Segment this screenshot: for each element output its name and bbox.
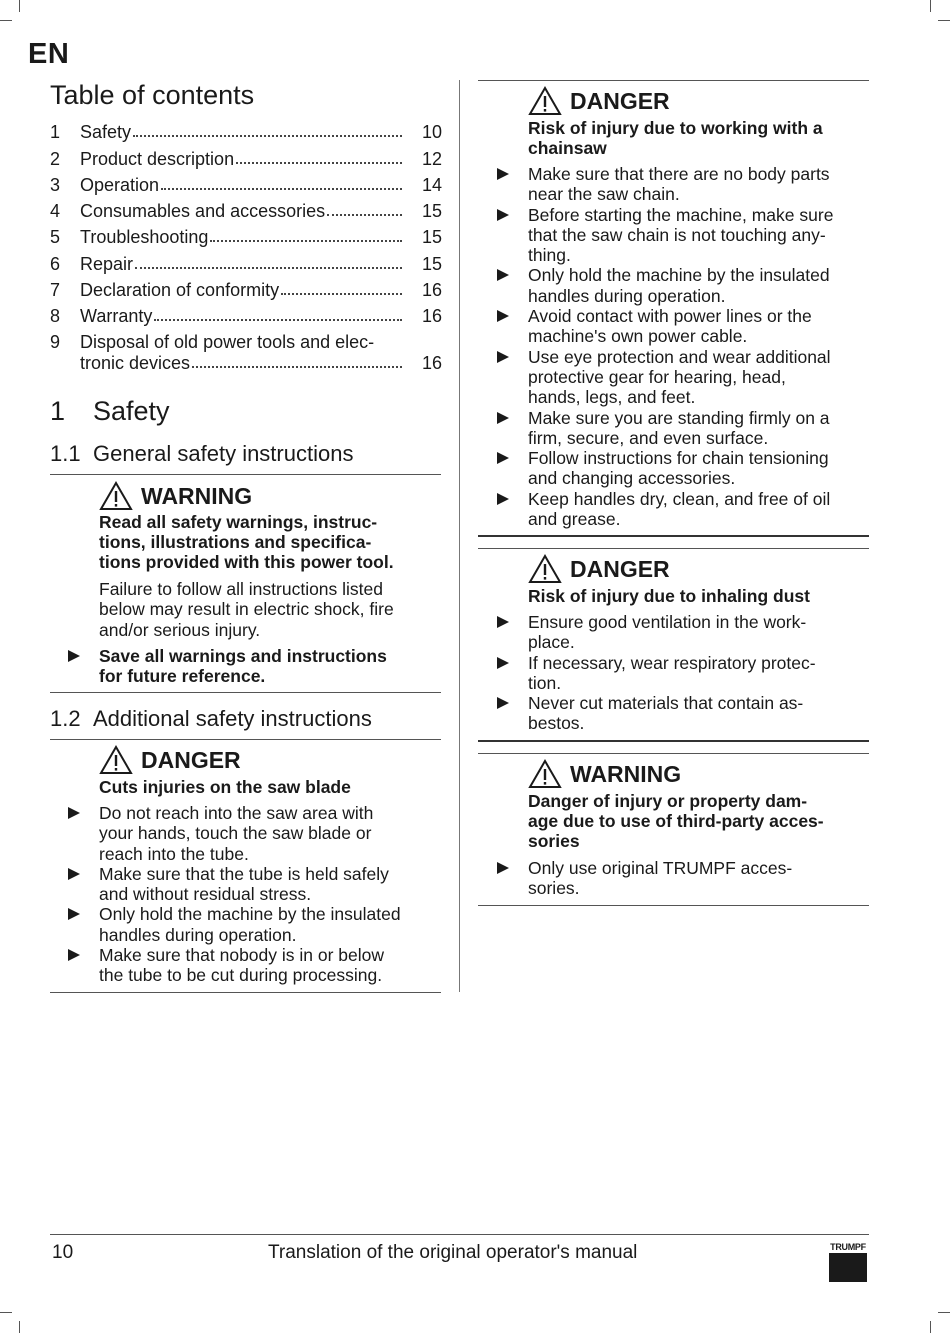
brand-logo [829, 1242, 867, 1282]
danger-bullets [528, 164, 833, 529]
signal-word: WARNING [570, 760, 682, 787]
toc-entry-label: Disposal of old power tools and elec- [80, 332, 375, 353]
arrow-right-icon [68, 949, 80, 961]
text-line: Failure to follow all instructions listed [99, 579, 384, 599]
list-item [528, 347, 833, 408]
arrow-right-icon [497, 269, 509, 281]
text-line: hands, legs, and feet. [528, 387, 696, 408]
warning-text [99, 579, 394, 640]
subtitle-line: sories [528, 831, 580, 851]
text-line: thing. [528, 245, 571, 266]
text-line: your hands, touch the saw blade or [99, 823, 372, 844]
divider [478, 740, 869, 742]
danger-signal [528, 554, 670, 584]
danger-signal [99, 745, 241, 775]
arrow-right-icon [68, 650, 80, 662]
text-line: and/or serious injury. [99, 619, 261, 640]
list-item [528, 858, 792, 899]
subsection-number: 1.2 [50, 706, 81, 731]
text-line: Do not reach into the saw area with [99, 803, 374, 823]
toc-entry-number: 3 [50, 174, 61, 195]
subtitle-line: Danger of injury or property dam- [528, 791, 808, 811]
danger-bullets [99, 803, 401, 986]
text-line: Never cut materials that contain as- [528, 693, 804, 714]
text-line: Make sure that the tube is held safely [99, 863, 389, 884]
text-line: sories. [528, 878, 580, 899]
subsection-number: 1.1 [50, 441, 81, 466]
warning-triangle-icon [99, 745, 133, 775]
warning-bullets [528, 858, 792, 899]
text-line: the tube to be cut during processing. [99, 965, 383, 986]
list-item [99, 945, 401, 986]
toc-leader [154, 319, 402, 321]
toc-entry[interactable] [50, 332, 442, 374]
warning-triangle-icon [99, 481, 133, 511]
toc-leader [281, 293, 402, 295]
warning-subtitle [99, 512, 394, 572]
subtitle-line: Risk of injury due to working with a [528, 118, 823, 138]
warning-bullets [99, 646, 387, 687]
list-item [528, 693, 816, 734]
toc-entry-page: 16 [421, 353, 442, 374]
danger-subtitle [528, 586, 810, 606]
toc-entry-page: 16 [421, 280, 442, 301]
section-number: 1 [50, 396, 66, 426]
list-item [528, 265, 833, 306]
divider [50, 739, 441, 740]
logo-word: TRUMPF [830, 1242, 866, 1252]
toc-entry-label: Declaration of conformity [80, 280, 280, 301]
list-item [99, 803, 401, 864]
toc-entry[interactable] [50, 275, 442, 301]
text-line: and without residual stress. [99, 884, 312, 905]
page-number: 10 [52, 1242, 74, 1263]
footer-text: Translation of the original operator's manual [268, 1242, 638, 1263]
text-line: Before starting the machine, make sure [528, 204, 834, 225]
list-item [528, 306, 833, 347]
list-item [99, 646, 387, 687]
toc-leader [192, 366, 402, 368]
toc-entry-label: Troubleshooting [80, 227, 209, 248]
toc-title: Table of contents [50, 80, 255, 110]
toc-entry[interactable] [50, 170, 442, 196]
toc-entry-number: 4 [50, 201, 61, 222]
footer-divider [50, 1234, 869, 1235]
text-line: Only hold the machine by the insulated [99, 904, 401, 925]
text-line: for future reference. [99, 666, 266, 687]
text-line: near the saw chain. [528, 184, 680, 205]
warning-triangle-icon [528, 554, 562, 584]
arrow-right-icon [497, 697, 509, 709]
text-line: handles during operation. [528, 285, 726, 306]
signal-word: DANGER [570, 87, 670, 114]
subtitle-line: Read all safety warnings, instruc- [99, 512, 378, 532]
arrow-right-icon [497, 452, 509, 464]
toc-leader [135, 267, 402, 269]
divider [478, 535, 869, 537]
warning-signal [99, 481, 252, 511]
column-separator [459, 80, 460, 992]
text-line: firm, secure, and even surface. [528, 427, 769, 448]
toc-leader [210, 240, 402, 242]
divider [478, 80, 869, 81]
text-line: Only hold the machine by the insulated [528, 265, 830, 286]
divider [478, 905, 869, 906]
text-line: Make sure you are standing firmly on a [528, 407, 830, 428]
text-line: Ensure good ventilation in the work- [528, 612, 807, 632]
toc-leader [133, 135, 402, 137]
section-title: Safety [93, 396, 170, 426]
text-line: Make sure that there are no body parts [528, 164, 830, 184]
divider [50, 692, 441, 693]
arrow-right-icon [497, 657, 509, 669]
toc-entry-number: 8 [50, 306, 61, 327]
text-line: Follow instructions for chain tensioning [528, 448, 829, 469]
arrow-right-icon [68, 908, 80, 920]
text-line: tion. [528, 672, 562, 693]
list-item [528, 205, 833, 266]
divider [50, 474, 441, 475]
toc-entry-label: Consumables and accessories [80, 201, 326, 222]
toc-entry-label: tronic devices [80, 353, 191, 374]
arrow-right-icon [497, 616, 509, 628]
text-line: bestos. [528, 713, 585, 734]
subsection-heading [50, 441, 353, 467]
list-item [99, 904, 401, 945]
divider [50, 992, 441, 993]
subtitle-line: Cuts injuries on the saw blade [99, 777, 351, 797]
toc-leader [161, 188, 402, 190]
text-line: reach into the tube. [99, 843, 249, 864]
subsection-heading [50, 706, 372, 732]
toc-entry-label: Repair [80, 253, 134, 274]
text-line: below may result in electric shock, fire [99, 599, 394, 620]
toc-entry-page: 14 [421, 174, 442, 195]
subsection-title: General safety instructions [93, 441, 354, 466]
warning-signal [528, 759, 681, 789]
text-line: handles during operation. [99, 924, 297, 945]
subtitle-line: tions, illustrations and specifica- [99, 532, 372, 552]
danger-subtitle [99, 777, 351, 797]
text-line: and changing accessories. [528, 468, 736, 489]
list-item [528, 653, 816, 694]
arrow-right-icon [68, 868, 80, 880]
text-line: Only use original TRUMPF acces- [528, 858, 793, 878]
toc-entry-label: Warranty [80, 306, 153, 327]
text-line: Use eye protection and wear additional [528, 346, 831, 367]
logo-block [829, 1253, 867, 1282]
arrow-right-icon [497, 493, 509, 505]
toc-entry-number: 5 [50, 227, 61, 248]
toc-entry-number: 6 [50, 253, 61, 274]
section-heading [50, 396, 170, 427]
table-of-contents [50, 117, 442, 374]
danger-subtitle [528, 118, 823, 158]
toc-entry[interactable] [50, 196, 442, 222]
toc-entry-page: 15 [421, 201, 442, 222]
text-line: Make sure that nobody is in or below [99, 945, 385, 966]
arrow-right-icon [497, 412, 509, 424]
arrow-right-icon [497, 168, 509, 180]
signal-word: DANGER [570, 555, 670, 582]
toc-entry-label: Safety [80, 122, 132, 143]
text-line: place. [528, 632, 575, 653]
toc-entry-page: 16 [421, 306, 442, 327]
text-line: If necessary, wear respiratory protec- [528, 652, 816, 673]
toc-entry-number: 9 [50, 332, 61, 353]
danger-signal [528, 86, 670, 116]
text-line: Keep handles dry, clean, and free of oil [528, 488, 831, 509]
text-line: machine's own power cable. [528, 326, 748, 347]
text-line: Save all warnings and instructions [99, 646, 387, 666]
subtitle-line: tions provided with this power tool. [99, 552, 394, 572]
toc-entry-page: 10 [421, 122, 442, 143]
signal-word: WARNING [141, 482, 253, 509]
text-line: and grease. [528, 509, 621, 530]
arrow-right-icon [497, 209, 509, 221]
toc-entry[interactable] [50, 301, 442, 327]
toc-entry[interactable] [50, 222, 442, 248]
warning-triangle-icon [528, 86, 562, 116]
language-code: EN [28, 38, 70, 70]
toc-entry[interactable] [50, 248, 442, 274]
subtitle-line: chainsaw [528, 138, 607, 158]
divider [478, 753, 869, 754]
toc-entry[interactable] [50, 117, 442, 143]
arrow-right-icon [497, 351, 509, 363]
toc-entry-page: 15 [421, 227, 442, 248]
toc-entry-label: Operation [80, 174, 160, 195]
arrow-right-icon [68, 807, 80, 819]
arrow-right-icon [497, 310, 509, 322]
list-item [528, 448, 833, 489]
warning-triangle-icon [528, 759, 562, 789]
text-line: protective gear for hearing, head, [528, 366, 786, 387]
list-item [528, 489, 833, 530]
text-line: that the saw chain is not touching any- [528, 224, 826, 245]
list-item [528, 164, 833, 205]
list-item [99, 864, 401, 905]
subsection-title: Additional safety instructions [93, 706, 372, 731]
toc-entry-page: 12 [421, 148, 442, 169]
text-line: Avoid contact with power lines or the [528, 306, 812, 327]
toc-entry-number: 2 [50, 148, 61, 169]
arrow-right-icon [497, 862, 509, 874]
toc-leader [327, 214, 402, 216]
toc-entry-label: Product description [80, 148, 235, 169]
warning-subtitle [528, 791, 824, 851]
signal-word: DANGER [141, 746, 241, 773]
danger-bullets [528, 612, 816, 734]
divider [478, 548, 869, 549]
toc-leader [236, 162, 402, 164]
subtitle-line: age due to use of third-party acces- [528, 811, 824, 831]
list-item [528, 612, 816, 653]
subtitle-line: Risk of injury due to inhaling dust [528, 586, 810, 606]
list-item [528, 408, 833, 449]
toc-entry-page: 15 [421, 253, 442, 274]
toc-entry[interactable] [50, 143, 442, 169]
toc-entry-number: 7 [50, 280, 61, 301]
toc-entry-number: 1 [50, 122, 61, 143]
